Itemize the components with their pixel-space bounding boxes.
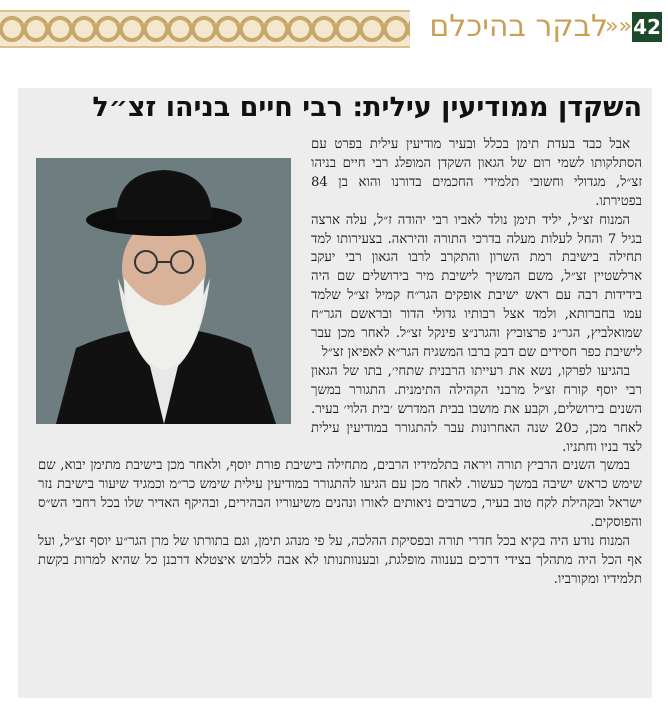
article-paragraph: בהגיעו לפרקו, נשא את רעייתו הרבנית שתחי׳, בתו של הגאון רבי יוסף קורח זצ״ל מרבני הקהילה התימנית. התגורר במשך השנים בירושלים, וקבע את מושבו בבית המדרש ׳בית הלוי׳ בעיר. לאחר מכן, כ20 שנה האחרונות עבר להתגורר במודיעין עילית לצד בניו וחתניו. bbox=[311, 363, 643, 455]
article-body bbox=[38, 136, 642, 590]
article-paragraph: המנוח נודע היה בקיא בכל חדרי תורה ובפסיקת ההלכה, על פי מנהג תימן, וגם בתורתו של מרן הגר״ע יוסף זצ״ל, ועל אף הכל היה מתהלך בצידי דרכים בענווה מופלגת, ובענוותנותו לא אבה ללבוש איצטלא דרבנן כל שהיא למרות בקשת תלמידיו ומקורביו. bbox=[38, 534, 642, 587]
article-headline: השקדן ממודיעין עילית: רבי חיים בניהו זצ״ל bbox=[92, 92, 642, 123]
article-paragraph: המנוח זצ״ל, יליד תימן נולד לאביו רבי יהודה ז״ל, עלה ארצה בגיל 7 והחל לעלות מעלה בדרכי התורה והיראה. בצעירותו למד תחילה בישיבת רמת השרון והתקרב לרבו הגאון רבי יעקב ארלשטיין זצ״ל, משם המשיך לישיבת מיר בירושלים שם היה בידידות רבה עם ראש ישיבת אופקים הגר״ח קמיל זצ״ל שלמד עמו בחברותא, ולמד אצל רבותיו גדולי הדור ובראשם הגר״ח שמואלביץ, הגר״נ פרצוביץ והגרנ״צ פינקל זצ״ל. לאחר מכן עבר לישיבת כפר חסידים שם דבק ברבו המשגיח הגר״א לאפיאן זצ״ל bbox=[311, 212, 642, 360]
page-number: 42 bbox=[632, 12, 662, 42]
article-paragraph: במשך השנים הרביץ תורה ויראה בתלמידיו הרבים, מתחילה בישיבת פורת יוסף, ולאחר מכן בישיבת מתימן יבוא, שם שימש כראש ישיבה במשך כעשור. לאחר מכן עם הגיעו להתגורר במודיעין עילית שימש כר״מ וכמגיד שיעור בישיבת נזר ישראל ובקהילת לקח טוב בעיר, כשרבים ניאותים לאורו ונהנים משיעוריו הבהירים, ובהיקף האדיר שלו בכל רחבי הש״ס והפוסקים. bbox=[38, 458, 642, 531]
article-paragraph: אבל כבד בעדת תימן בכלל ובעיר מודיעין עילית בפרט עם הסתלקותו לשמי רום של הגאון השקדן המופלג רבי חיים בניהו זצ״ל, מגדולי וחשובי תלמידי החכמים בדורנו והוא בן 84 בפטירתו. bbox=[311, 137, 642, 209]
article-box bbox=[18, 88, 652, 698]
ornamental-border bbox=[0, 10, 410, 48]
page-header bbox=[0, 0, 668, 48]
chevrons-icon: »» bbox=[605, 14, 632, 39]
section-title: לבקר בהיכלם bbox=[429, 9, 608, 44]
